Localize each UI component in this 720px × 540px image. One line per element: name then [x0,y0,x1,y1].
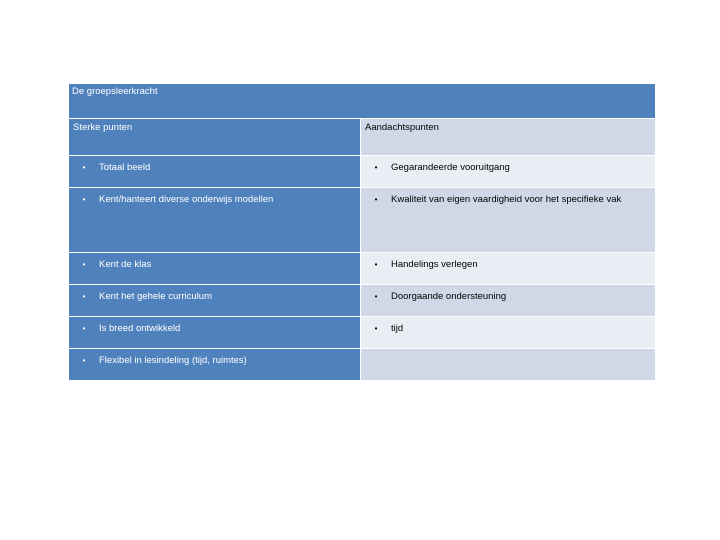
attention-text: Gegarandeerde vooruitgang [391,162,510,173]
table-row [69,253,656,285]
bullet-icon: • [82,356,86,365]
bullet-icon: • [82,324,86,333]
attention-text: tijd [391,323,404,334]
attention-cell-empty [361,349,656,381]
table-row [69,156,656,188]
table-row [69,349,656,381]
bullet-icon: • [374,292,378,301]
strength-text: Totaal beeld [99,162,151,173]
attention-header: Aandachtspunten [365,122,439,133]
right-column-header [361,119,656,156]
strength-text: Is breed ontwikkeld [99,323,181,334]
bullet-icon: • [374,260,378,269]
bullet-icon: • [82,260,86,269]
bullet-icon: • [82,163,86,172]
strengths-header: Sterke punten [73,122,133,133]
attention-cell [361,156,656,188]
strength-cell [69,285,361,317]
strength-cell [69,253,361,285]
left-column-header [69,119,361,156]
strength-text: Flexibel in lesindeling (tijd, ruimtes) [99,355,247,366]
bullet-icon: • [374,195,378,204]
attention-cell [361,188,656,253]
strength-text: Kent de klas [99,259,152,270]
bullet-icon: • [82,292,86,301]
strengths-attention-table [68,83,656,381]
strength-text: Kent/hanteert diverse onderwijs modellen [99,194,274,205]
attention-text: Kwaliteit van eigen vaardigheid voor het specifieke vak [391,194,622,205]
bullet-icon: • [374,324,378,333]
strength-text: Kent het gehele curriculum [99,291,213,302]
attention-cell [361,253,656,285]
attention-text: Doorgaande ondersteuning [391,291,507,302]
attention-text: Handelings verlegen [391,259,478,270]
table-title-cell [69,84,656,119]
table-row [69,188,656,253]
attention-cell [361,317,656,349]
table-row [69,317,656,349]
bullet-icon: • [82,195,86,204]
attention-cell [361,285,656,317]
strength-cell [69,317,361,349]
strength-cell [69,156,361,188]
table-title: De groepsleerkracht [72,86,158,97]
table-row [69,285,656,317]
strength-cell [69,188,361,253]
bullet-icon: • [374,163,378,172]
strength-cell [69,349,361,381]
